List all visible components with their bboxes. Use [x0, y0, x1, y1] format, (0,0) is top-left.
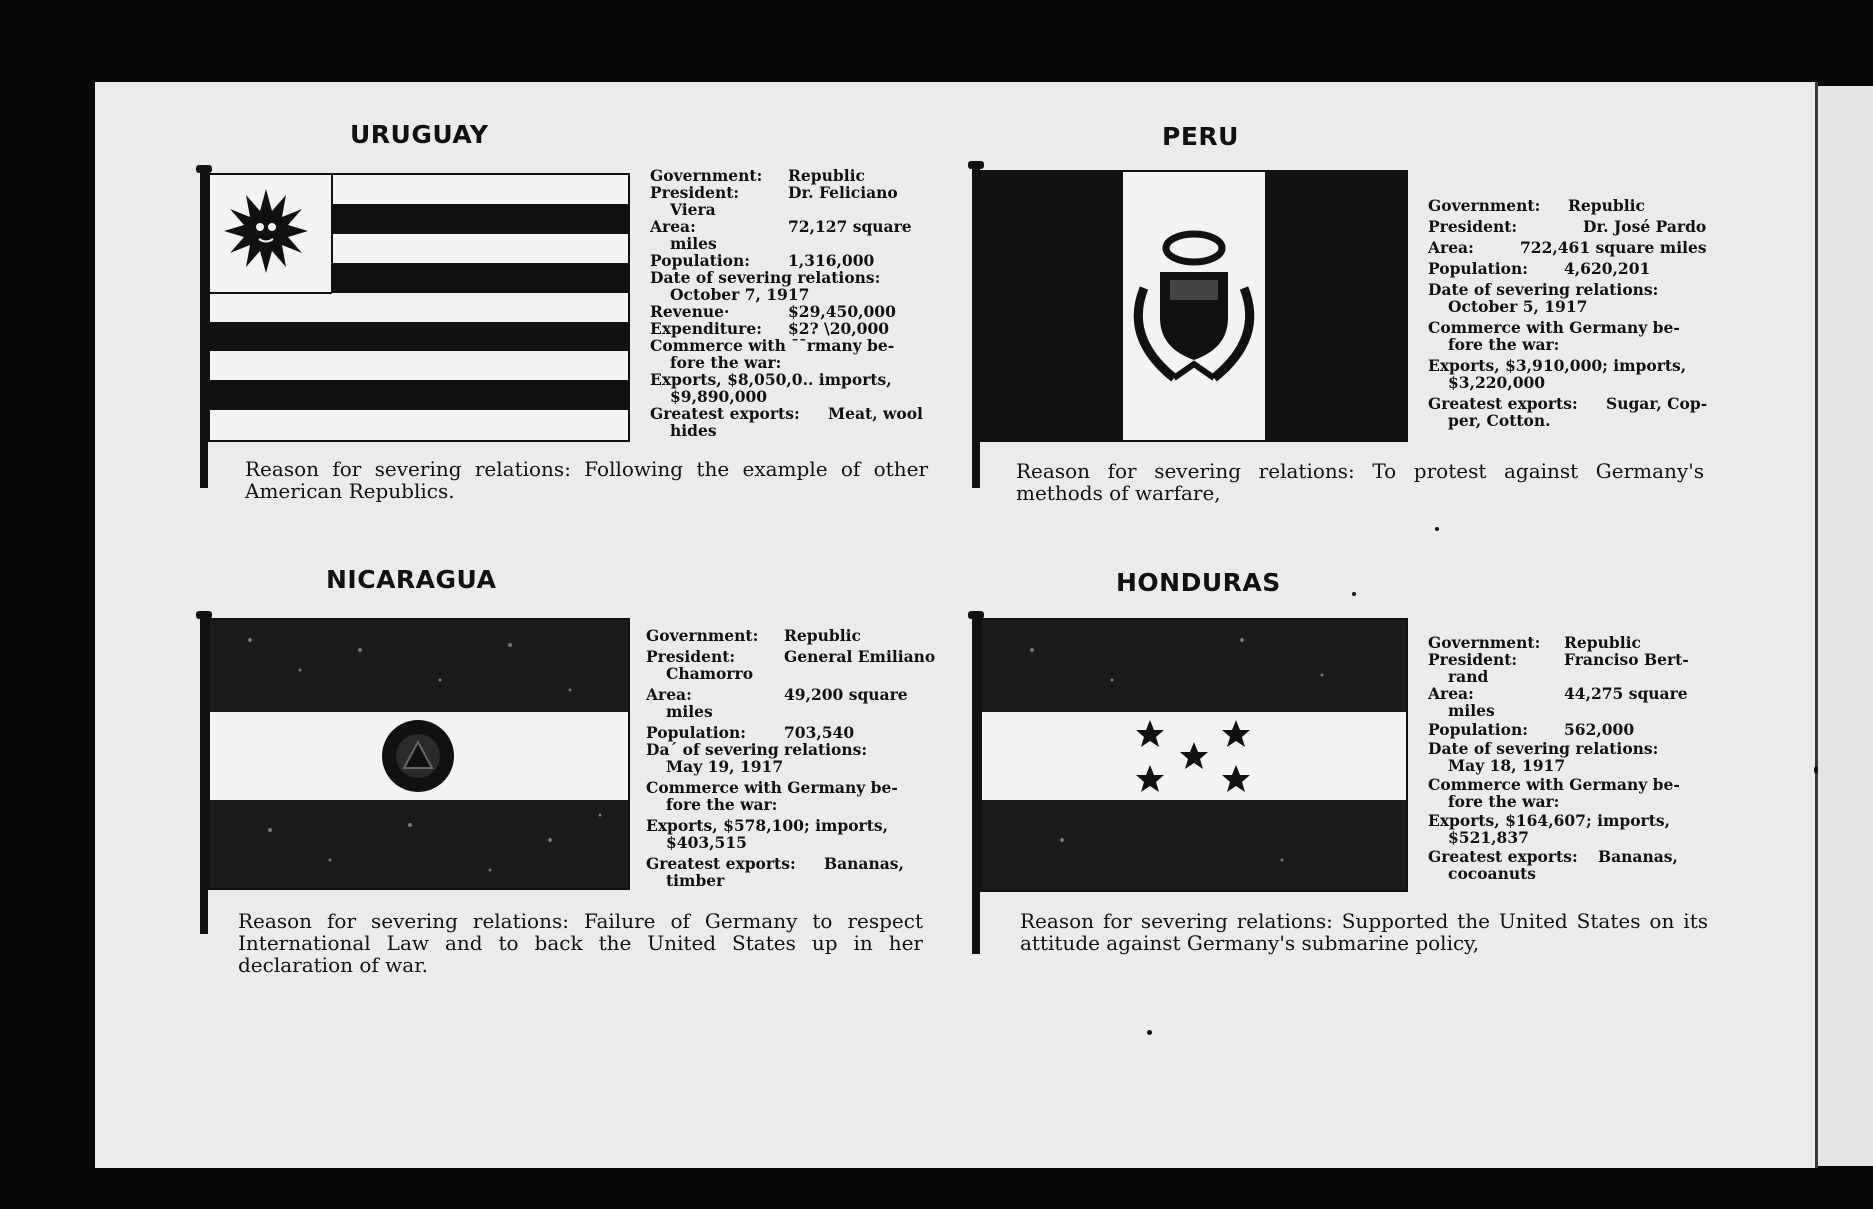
president-value: Dr. Feliciano [788, 183, 898, 202]
commerce-line-1: Commerce with Germany be- [646, 778, 898, 797]
greatest-exports-value: Bananas, [1598, 847, 1678, 866]
greatest-exports-cont: hides [670, 421, 717, 440]
uruguay-reason: Reason for severing relations: Following the example of other American Republics. [245, 457, 928, 503]
population-label: Population: [1428, 720, 1528, 739]
commerce-line-1: Commerce with ˉˉrmany be- [650, 336, 895, 355]
greatest-exports-cont: per, Cotton. [1448, 411, 1551, 430]
government-label: Government: [646, 626, 759, 645]
exports-line-2: $3,220,000 [1448, 373, 1546, 392]
uruguay-info [650, 167, 930, 439]
government-value: Republic [1568, 196, 1645, 215]
president-value-cont: rand [1448, 667, 1489, 686]
population-label: Population: [650, 251, 750, 270]
commerce-line-2: fore the war: [666, 795, 778, 814]
date-value: October 7, 1917 [670, 285, 810, 304]
greatest-exports-cont: cocoanuts [1448, 864, 1537, 883]
government-value: Republic [1564, 633, 1641, 652]
exports-line-2: $9,890,000 [670, 387, 768, 406]
area-value-cont: miles [1448, 701, 1495, 720]
date-value: October 5, 1917 [1448, 297, 1588, 316]
scan-speck [1147, 1030, 1152, 1035]
greatest-exports-value: Sugar, Cop- [1606, 394, 1708, 413]
date-label: Date of severing relations: [1428, 280, 1659, 299]
greatest-exports-label: Greatest exports: [1428, 847, 1578, 866]
area-label: Area: [650, 217, 696, 236]
scan-speck [1352, 592, 1356, 596]
date-label: Daˊ of severing relations: [646, 740, 868, 759]
president-label: President: [1428, 650, 1518, 669]
exports-line-1: Exports, $164,607; imports, [1428, 811, 1670, 830]
revenue-label: Revenue· [650, 302, 730, 321]
greatest-exports-value: Bananas, [824, 854, 904, 873]
population-value: 703,540 [784, 723, 855, 742]
nicaragua-title: NICARAGUA [326, 565, 497, 594]
honduras-flag [980, 618, 1408, 892]
peru-reason: Reason for severing relations: To protest against Germany's methods of warfare, [1016, 459, 1704, 505]
president-label: President: [650, 183, 740, 202]
government-value: Republic [788, 166, 865, 185]
area-value: 49,200 square [784, 685, 908, 704]
date-value: May 19, 1917 [666, 757, 784, 776]
expenditure-label: Expenditure: [650, 319, 762, 338]
area-label: Area: [1428, 238, 1474, 257]
area-label: Area: [1428, 684, 1474, 703]
greatest-exports-value: Meat, wool [828, 404, 923, 423]
population-label: Population: [1428, 259, 1528, 278]
exports-line-1: Exports, $8,050,0.. imports, [650, 370, 892, 389]
revenue-value: $29,450,000 [788, 302, 896, 321]
peru-flagpole [972, 164, 980, 488]
president-value: General Emiliano [784, 647, 936, 666]
exports-line-1: Exports, $578,100; imports, [646, 816, 888, 835]
population-value: 562,000 [1564, 720, 1635, 739]
area-value: 722,461 square miles [1520, 238, 1707, 257]
president-label: President: [646, 647, 736, 666]
exports-line-2: $403,515 [666, 833, 747, 852]
area-value: 44,275 square [1564, 684, 1688, 703]
president-value: Dr. José Pardo [1583, 217, 1707, 236]
greatest-exports-label: Greatest exports: [1428, 394, 1578, 413]
exports-line-2: $521,837 [1448, 828, 1529, 847]
area-label: Area: [646, 685, 692, 704]
commerce-line-1: Commerce with Germany be- [1428, 775, 1680, 794]
population-value: 4,620,201 [1564, 259, 1651, 278]
uruguay-flag [208, 173, 630, 442]
area-value-cont: miles [666, 702, 713, 721]
peru-flag [980, 170, 1408, 442]
president-value-cont: Viera [670, 200, 716, 219]
population-label: Population: [646, 723, 746, 742]
government-label: Government: [1428, 196, 1541, 215]
honduras-title: HONDURAS [1116, 568, 1281, 597]
exports-line-1: Exports, $3,910,000; imports, [1428, 356, 1687, 375]
date-label: Date of severing relations: [650, 268, 881, 287]
nicaragua-reason: Reason for severing relations: Failure of Germany to respect International Law and to back the United States up in her declaration of war. [238, 909, 923, 977]
expenditure-value: $2? \20,000 [788, 319, 890, 338]
president-label: President: [1428, 217, 1518, 236]
scan-speck [1435, 527, 1439, 531]
facing-page [1818, 86, 1873, 1166]
population-value: 1,316,000 [788, 251, 875, 270]
date-value: May 18, 1917 [1448, 756, 1566, 775]
government-label: Government: [650, 166, 763, 185]
uruguay-flagpole [200, 168, 208, 488]
scan-speck [1814, 766, 1818, 774]
government-label: Government: [1428, 633, 1541, 652]
honduras-flagpole [972, 614, 980, 954]
peru-info [1428, 197, 1708, 429]
president-value-cont: Chamorro [666, 664, 754, 683]
government-value: Republic [784, 626, 861, 645]
peru-title: PERU [1162, 122, 1239, 151]
nicaragua-info [646, 627, 936, 889]
nicaragua-flag [208, 618, 630, 890]
nicaragua-flagpole [200, 614, 208, 934]
commerce-line-2: fore the war: [1448, 792, 1560, 811]
greatest-exports-cont: timber [666, 871, 725, 890]
uruguay-title: URUGUAY [350, 120, 489, 149]
president-value: Franciso Bert- [1564, 650, 1689, 669]
commerce-line-1: Commerce with Germany be- [1428, 318, 1680, 337]
honduras-info [1428, 634, 1708, 882]
commerce-line-2: fore the war: [1448, 335, 1560, 354]
area-value-cont: miles [670, 234, 717, 253]
greatest-exports-label: Greatest exports: [646, 854, 796, 873]
area-value: 72,127 square [788, 217, 912, 236]
commerce-line-2: fore the war: [670, 353, 782, 372]
greatest-exports-label: Greatest exports: [650, 404, 800, 423]
date-label: Date of severing relations: [1428, 739, 1659, 758]
honduras-reason: Reason for severing relations: Supported the United States on its attitude against Germany's submarine policy, [1020, 909, 1708, 955]
